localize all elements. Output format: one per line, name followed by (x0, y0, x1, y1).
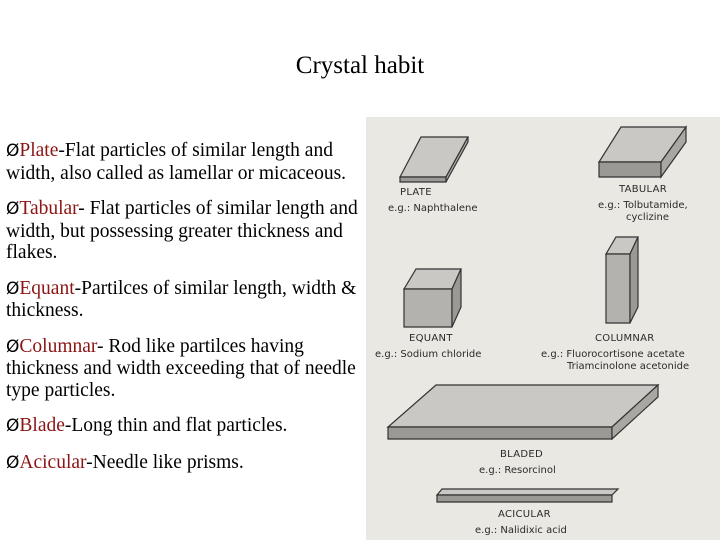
bladed-example: e.g.: Resorcinol (479, 465, 556, 476)
bullet-term: Tabular (19, 198, 79, 219)
bullet-arrow-icon: Ø (6, 141, 20, 161)
bullet-arrow-icon: Ø (6, 336, 20, 357)
bullet-text: -Flat particles of similar length and width, also called as lamellar or micaceous. (6, 140, 347, 184)
tabular-label: TABULAR (619, 184, 668, 195)
bullet-term: Columnar (19, 335, 97, 357)
acicular-crystal-shape (437, 489, 618, 502)
bullet-arrow-icon: Ø (6, 199, 20, 219)
equant-crystal-shape (404, 269, 461, 327)
tabular-example-2: cyclizine (626, 212, 669, 223)
bullet-arrow-icon: Ø (6, 278, 20, 299)
bullet-tabular (6, 198, 358, 264)
plate-label: PLATE (400, 187, 432, 198)
columnar-example-1: e.g.: Fluorocortisone acetate (541, 349, 685, 360)
bullet-arrow-icon: Ø (6, 452, 20, 473)
bullet-text: -Long thin and flat particles. (64, 415, 288, 436)
crystal-habit-figure (366, 117, 720, 540)
bladed-label: BLADED (500, 449, 544, 460)
crystal-habit-drawing (366, 117, 720, 540)
plate-example: e.g.: Naphthalene (388, 203, 478, 214)
bullet-equant (6, 278, 358, 322)
columnar-example-2: Triamcinolone acetonide (567, 361, 690, 372)
slide-title (0, 52, 720, 80)
columnar-label: COLUMNAR (595, 333, 655, 344)
columnar-crystal-shape (606, 237, 638, 323)
bullet-term: Equant (19, 277, 75, 299)
acicular-label: ACICULAR (498, 509, 551, 520)
equant-example: e.g.: Sodium chloride (375, 349, 482, 360)
bullet-arrow-icon: Ø (6, 416, 20, 436)
tabular-example-1: e.g.: Tolbutamide, (598, 200, 688, 211)
acicular-example: e.g.: Nalidixic acid (475, 525, 567, 536)
bullet-text: - Flat particles of similar length and width, but possessing greater thickness and flakes. (6, 198, 358, 263)
bullet-term: Acicular (19, 451, 87, 473)
bullet-list (6, 140, 358, 488)
bullet-term: Blade (19, 415, 65, 436)
bullet-term: Plate (19, 140, 59, 161)
bullet-text: -Needle like prisms. (86, 451, 244, 473)
bullet-blade (6, 415, 358, 438)
bullet-text: -Partilces of similar length, width & thickness. (6, 277, 357, 321)
bullet-plate (6, 140, 358, 184)
bullet-text: - Rod like partilces having thickness and width exceeding that of needle type particles. (6, 335, 356, 401)
bladed-crystal-shape (388, 385, 658, 439)
equant-label: EQUANT (409, 333, 453, 344)
bullet-acicular (6, 452, 358, 475)
slide-title-text: Crystal habit (295, 52, 425, 79)
bullet-columnar (6, 336, 358, 402)
